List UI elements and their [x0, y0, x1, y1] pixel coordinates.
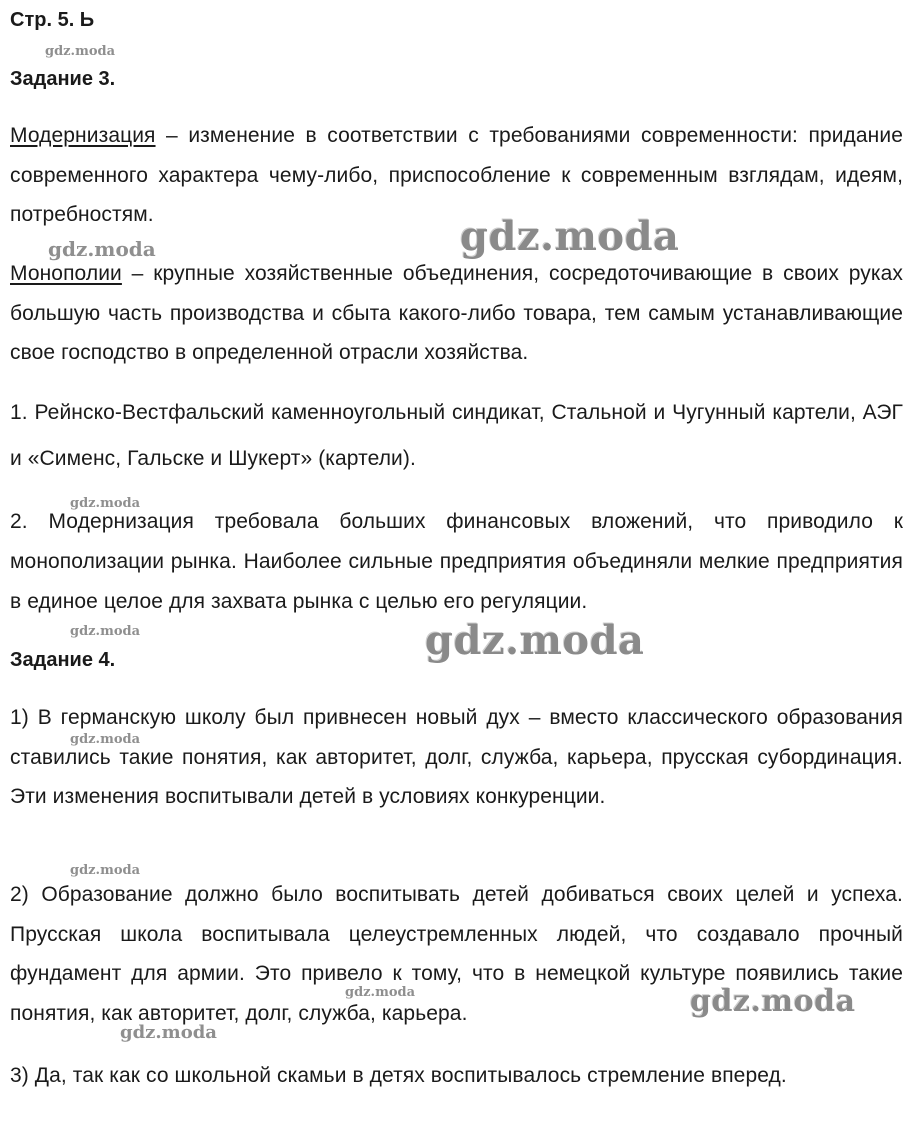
definition-modernization	[10, 116, 903, 235]
term-modernization: Модернизация	[10, 124, 156, 147]
task4-title: Задание 4.	[10, 649, 116, 671]
watermark: gdz.moda	[425, 617, 645, 664]
task3-answer-2: 2. Модернизация требовала больших финансовых вложений, что приводило к монополизации рынка. Наиболее сильные предприятия объединяли мелкие предприятия в единое целое для захвата рынка с целью его регуляции.	[10, 510, 903, 613]
watermark: gdz.moda	[690, 984, 856, 1019]
watermark: gdz.moda	[45, 44, 116, 59]
definition-text: – крупные хозяйственные объединения, сосредоточивающие в своих руках большую часть производства и сбыта какого-либо товара, тем самым устанавливающие свое господство в определенной отрасли хозяйства.	[10, 262, 903, 364]
definition-monopolies	[10, 254, 903, 373]
watermark: gdz.moda	[70, 624, 141, 639]
watermark: gdz.moda	[120, 1022, 217, 1043]
watermark: gdz.moda	[70, 732, 141, 747]
watermark: gdz.moda	[48, 237, 156, 261]
watermark: gdz.moda	[345, 985, 416, 1000]
watermark: gdz.moda	[460, 213, 680, 260]
task3-title: Задание 3.	[10, 68, 116, 90]
term-monopolies: Монополии	[10, 262, 122, 285]
task4-answer-3: 3) Да, так как со школьной скамьи в детях воспитывалось стремление вперед.	[10, 1064, 787, 1087]
watermark: gdz.moda	[70, 863, 141, 878]
task4-answer-2: 2) Образование должно было воспитывать детей добиваться своих целей и успеха. Прусская школа воспитывала целеустремленных людей, что создавало прочный фундамент для армии. Это привело к тому, что в немецкой культуре появились такие понятия, как авторитет, долг, служба, карьера.	[10, 883, 903, 1025]
task4-answer-1: 1) В германскую школу был привнесен новый дух – вместо классического образования ставились такие понятия, как авторитет, долг, служба, карьера, прусская субординация. Эти изменения воспитывали детей в условиях конкуренции.	[10, 706, 903, 808]
task3-answer-1: 1. Рейнско-Вестфальский каменноугольный синдикат, Стальной и Чугунный картели, АЭГ и «Сименс, Гальске и Шукерт» (картели).	[10, 401, 903, 470]
watermark: gdz.moda	[70, 496, 141, 511]
page-ref: Стр. 5. Ь	[10, 9, 95, 31]
definition-text: – изменение в соответствии с требованиями современности: придание современного характера чему-либо, приспособление к современным взглядам, идеям, потребностям.	[10, 124, 903, 226]
